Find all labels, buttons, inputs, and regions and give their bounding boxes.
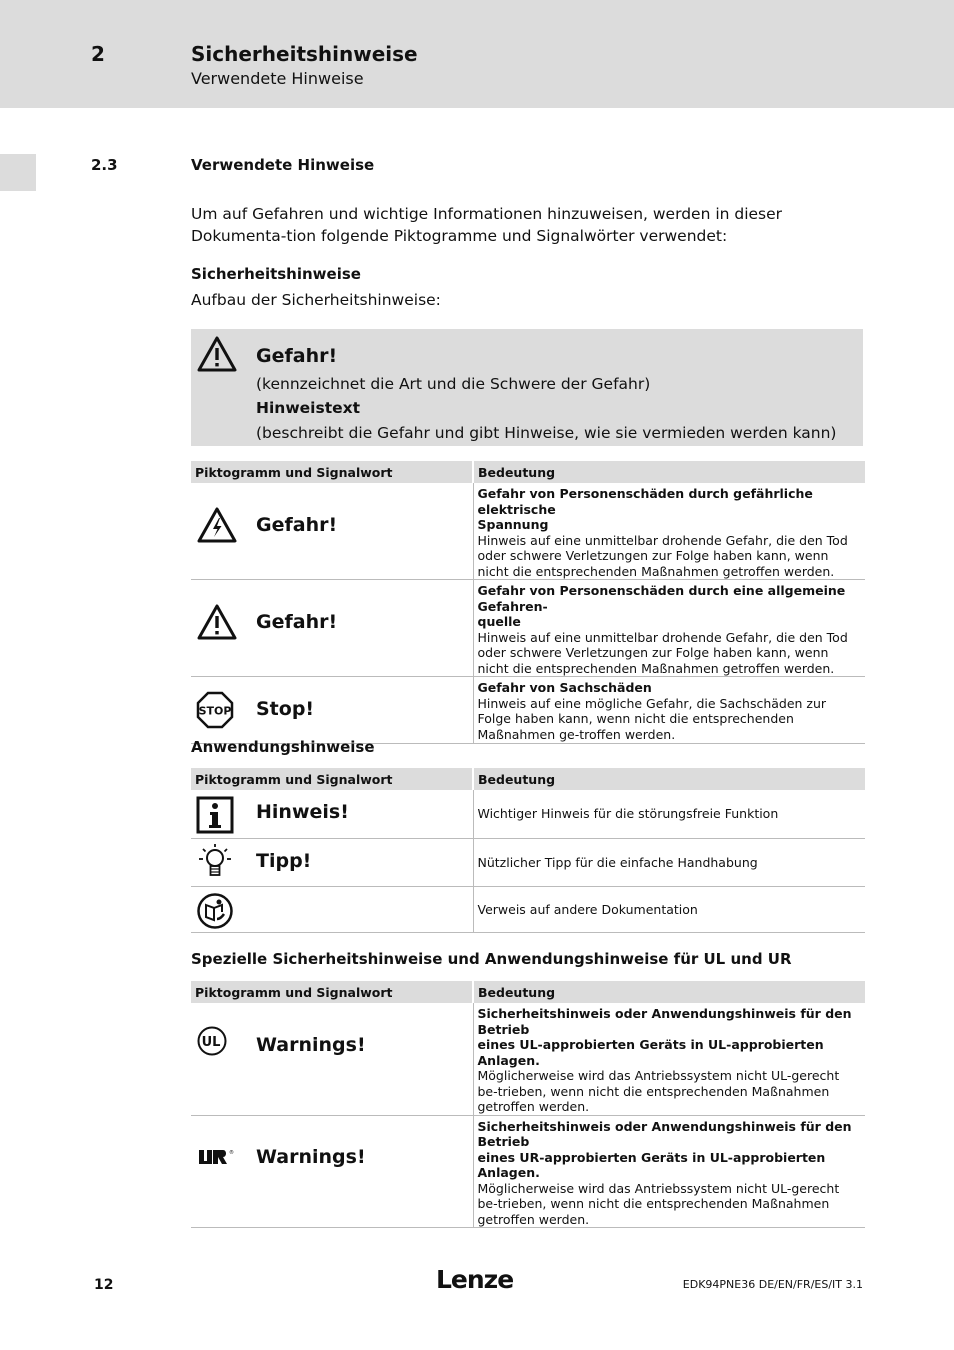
meaning-text: Hinweis auf eine unmittelbar drohende Gefahr, die den Tod oder schwere Verletzungen zur Folge haben kann, wenn nicht die entsprechenden Maßnahmen getroffen werden. [477,532,848,579]
table-row [191,677,865,744]
chapter-title: Sicherheitshinweise [191,42,418,66]
box-line-1: (kennzeichnet die Art und die Schwere der Gefahr) [256,375,651,393]
general-hazard-icon [196,335,238,377]
meaning-text: Möglicherweise wird das Antriebssystem nicht UL-gerecht be-trieben, wenn nicht die entsprechenden Maßnahmen getroffen werden. [477,1068,840,1114]
table-row [191,790,865,838]
chapter-subtitle: Verwendete Hinweise [191,69,364,88]
svg-text:STOP: STOP [198,704,232,718]
meaning-text: Hinweis auf eine unmittelbar drohende Gefahr, die den Tod oder schwere Verletzungen zur Folge haben kann, wenn nicht die entsprechenden Maßnahmen getroffen werden. [477,629,848,676]
column-header-pictogram: Piktogramm und Signalwort [191,981,473,1003]
column-header-meaning: Bedeutung [473,768,865,790]
meaning-text: Verweis auf andere Dokumentation [473,886,865,932]
svg-text:UL: UL [201,1035,221,1050]
ul-heading: Spezielle Sicherheitshinweise und Anwendungshinweise für UL und UR [191,950,792,968]
meaning-title: Gefahr von Sachschäden [477,680,652,695]
column-header-pictogram: Piktogramm und Signalwort [191,461,473,483]
intro-text: Um auf Gefahren und wichtige Informationen hinzuweisen, werden in dieser Dokumenta-tion folgende Piktogramme und Signalwörter verwendet: [191,205,783,245]
meaning-text: Möglicherweise wird das Antriebssystem nicht UL-gerecht be-trieben, wenn nicht die entsprechenden Maßnahmen getroffen werden. [477,1180,840,1227]
meaning-title: Gefahr von Personenschäden durch eine allgemeine Gefahren- [477,583,846,614]
table-row [191,1003,865,1115]
signal-word: Warnings! [256,1034,366,1056]
section-title: Verwendete Hinweise [191,156,375,174]
page-header [0,0,954,108]
meaning-title-cont: Spannung [477,517,549,532]
column-header-pictogram: Piktogramm und Signalwort [191,768,473,790]
box-signal-word: Gefahr! [256,345,338,367]
meaning-title-cont: eines UR-approbierten Geräts in UL-approbierten Anlagen. [477,1149,826,1180]
application-pictogram-table [191,768,865,933]
table-row [191,580,865,677]
safety-heading: Sicherheitshinweise [191,265,361,283]
table-row [191,886,865,932]
table-row [191,838,865,886]
table-header-row [191,981,865,1003]
column-header-meaning: Bedeutung [473,461,865,483]
signal-word: Gefahr! [256,611,338,633]
document-reference-icon [196,892,234,934]
chapter-number: 2 [91,42,105,66]
general-hazard-icon [196,603,238,645]
table-row [191,1115,865,1228]
ul-pictogram-table [191,981,865,1228]
meaning-title: Sicherheitshinweis oder Anwendungshinweis für den Betrieb [477,1006,852,1037]
electric-hazard-icon [196,506,238,548]
safety-structure-label: Aufbau der Sicherheitshinweise: [191,291,441,309]
ur-icon [196,1148,232,1172]
safety-pictogram-table [191,461,865,744]
signal-word: Stop! [256,698,315,720]
table-header-row [191,768,865,790]
meaning-text: Wichtiger Hinweis für die störungsfreie Funktion [473,790,865,838]
page-number: 12 [94,1277,114,1293]
meaning-text: Nützlicher Tipp für die einfache Handhabung [473,838,865,886]
svg-text:®: ® [229,1149,234,1156]
signal-word: Tipp! [256,849,312,872]
safety-structure-box [191,329,863,446]
lenze-logo: Lenze [436,1265,514,1294]
column-header-meaning: Bedeutung [473,981,865,1003]
box-line-2: Hinweistext [256,399,361,417]
application-heading: Anwendungshinweise [191,738,375,756]
ul-icon [196,1025,228,1061]
info-icon [196,796,234,838]
meaning-title: Gefahr von Personenschäden durch gefährliche elektrische [477,486,813,517]
signal-word: Warnings! [256,1145,366,1168]
meaning-title: Sicherheitshinweis oder Anwendungshinweis für den Betrieb [477,1118,852,1149]
document-id: EDK94PNE36 DE/EN/FR/ES/IT 3.1 [682,1278,863,1291]
signal-word: Gefahr! [256,514,338,536]
side-tab [0,154,36,191]
signal-word: Hinweis! [256,801,349,823]
stop-icon [196,691,234,733]
lightbulb-icon [196,843,236,887]
meaning-title-cont: eines UL-approbierten Geräts in UL-approbierten Anlagen. [477,1037,824,1068]
box-line-3: (beschreibt die Gefahr und gibt Hinweise, wie sie vermieden werden kann) [256,424,837,442]
table-row [191,483,865,580]
meaning-text: Hinweis auf eine mögliche Gefahr, die Sachschäden zur Folge haben kann, wenn nicht die entsprechenden Maßnahmen ge-troffen werden. [477,695,827,742]
section-number: 2.3 [91,156,118,174]
meaning-title-cont: quelle [477,614,521,629]
table-header-row [191,461,865,483]
